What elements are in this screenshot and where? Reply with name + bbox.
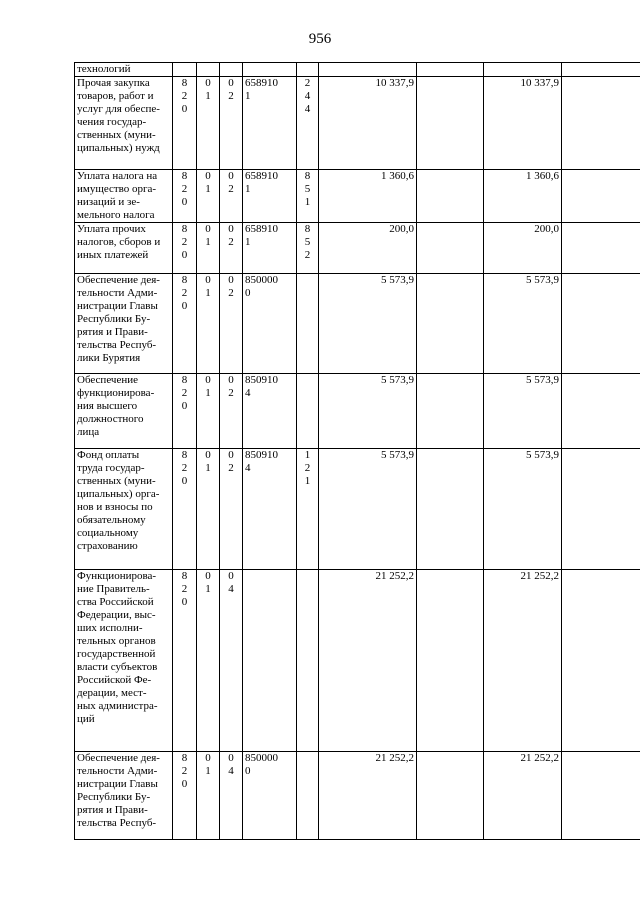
row-name-cell: Уплата налога на имущество орга- низаций и зе- мельного налога	[75, 170, 173, 223]
expense-type-cell	[297, 752, 319, 840]
subsection-code-cell	[220, 63, 243, 77]
amount-col3-cell: 1 360,6	[484, 170, 562, 223]
total-amount-cell: 200,0	[319, 223, 417, 274]
subsection-code-cell: 0 4	[220, 570, 243, 752]
ministry-code-cell: 8 2 0	[173, 274, 197, 374]
expense-type-cell: 8 5 2	[297, 223, 319, 274]
expense-type-cell	[297, 63, 319, 77]
subsection-code-cell: 0 2	[220, 274, 243, 374]
target-article-cell: 850910 4	[243, 449, 297, 570]
amount-col2-cell	[417, 170, 484, 223]
row-name-cell: Уплата прочих налогов, сборов и иных платежей	[75, 223, 173, 274]
amount-col2-cell	[417, 274, 484, 374]
section-code-cell: 0 1	[197, 170, 220, 223]
amount-col3-cell: 21 252,2	[484, 752, 562, 840]
total-amount-cell: 1 360,6	[319, 170, 417, 223]
amount-col3-cell: 200,0	[484, 223, 562, 274]
subsection-code-cell: 0 4	[220, 752, 243, 840]
total-amount-cell: 10 337,9	[319, 77, 417, 170]
table-row	[75, 374, 640, 449]
row-name-cell: Обеспечение функционирова- ния высшего должностного лица	[75, 374, 173, 449]
expense-type-cell: 2 4 4	[297, 77, 319, 170]
ministry-code-cell: 8 2 0	[173, 570, 197, 752]
amount-col2-cell	[417, 223, 484, 274]
amount-col3-cell: 10 337,9	[484, 77, 562, 170]
table-row	[75, 449, 640, 570]
target-article-cell: 658910 1	[243, 77, 297, 170]
amount-col3-cell: 5 573,9	[484, 274, 562, 374]
table-row	[75, 223, 640, 274]
total-amount-cell: 5 573,9	[319, 449, 417, 570]
ministry-code-cell: 8 2 0	[173, 223, 197, 274]
amount-col4-cell	[562, 274, 640, 374]
ministry-code-cell: 8 2 0	[173, 77, 197, 170]
total-amount-cell: 21 252,2	[319, 752, 417, 840]
subsection-code-cell: 0 2	[220, 77, 243, 170]
amount-col3-cell: 21 252,2	[484, 570, 562, 752]
amount-col4-cell	[562, 77, 640, 170]
section-code-cell: 0 1	[197, 274, 220, 374]
amount-col2-cell	[417, 77, 484, 170]
total-amount-cell	[319, 63, 417, 77]
budget-table	[74, 62, 640, 840]
expense-type-cell: 8 5 1	[297, 170, 319, 223]
expense-type-cell: 1 2 1	[297, 449, 319, 570]
total-amount-cell: 5 573,9	[319, 274, 417, 374]
amount-col4-cell	[562, 63, 640, 77]
expense-type-cell	[297, 274, 319, 374]
target-article-cell: 658910 1	[243, 223, 297, 274]
section-code-cell: 0 1	[197, 77, 220, 170]
section-code-cell: 0 1	[197, 374, 220, 449]
table-row	[75, 274, 640, 374]
row-name-cell: Обеспечение дея- тельности Адми- нистрации Главы Республики Бу- рятия и Прави- тельства Респуб-	[75, 752, 173, 840]
amount-col3-cell: 5 573,9	[484, 374, 562, 449]
section-code-cell: 0 1	[197, 223, 220, 274]
row-name-cell: Прочая закупка товаров, работ и услуг для обеспе- чения государ- ственных (муни- ципальных) нужд	[75, 77, 173, 170]
expense-type-cell	[297, 570, 319, 752]
amount-col2-cell	[417, 374, 484, 449]
section-code-cell	[197, 63, 220, 77]
amount-col2-cell	[417, 570, 484, 752]
row-name-cell: технологий	[75, 63, 173, 77]
table-row	[75, 752, 640, 840]
amount-col2-cell	[417, 449, 484, 570]
ministry-code-cell: 8 2 0	[173, 449, 197, 570]
target-article-cell: 850910 4	[243, 374, 297, 449]
ministry-code-cell: 8 2 0	[173, 170, 197, 223]
amount-col3-cell: 5 573,9	[484, 449, 562, 570]
target-article-cell	[243, 570, 297, 752]
amount-col2-cell	[417, 63, 484, 77]
target-article-cell: 658910 1	[243, 170, 297, 223]
table-row	[75, 170, 640, 223]
total-amount-cell: 5 573,9	[319, 374, 417, 449]
subsection-code-cell: 0 2	[220, 223, 243, 274]
row-name-cell: Обеспечение дея- тельности Адми- нистрации Главы Республики Бу- рятия и Прави- тельства Респуб- лики Бурятия	[75, 274, 173, 374]
target-article-cell	[243, 63, 297, 77]
table-row	[75, 63, 640, 77]
amount-col4-cell	[562, 449, 640, 570]
table-row	[75, 77, 640, 170]
ministry-code-cell: 8 2 0	[173, 374, 197, 449]
ministry-code-cell	[173, 63, 197, 77]
section-code-cell: 0 1	[197, 449, 220, 570]
table-body	[75, 63, 640, 840]
expense-type-cell	[297, 374, 319, 449]
table-row	[75, 570, 640, 752]
subsection-code-cell: 0 2	[220, 374, 243, 449]
total-amount-cell: 21 252,2	[319, 570, 417, 752]
amount-col4-cell	[562, 752, 640, 840]
target-article-cell: 850000 0	[243, 274, 297, 374]
row-name-cell: Фонд оплаты труда государ- ственных (муни- ципальных) орга- нов и взносы по обязательному социальному страхованию	[75, 449, 173, 570]
amount-col3-cell	[484, 63, 562, 77]
subsection-code-cell: 0 2	[220, 170, 243, 223]
ministry-code-cell: 8 2 0	[173, 752, 197, 840]
amount-col2-cell	[417, 752, 484, 840]
section-code-cell: 0 1	[197, 570, 220, 752]
amount-col4-cell	[562, 570, 640, 752]
target-article-cell: 850000 0	[243, 752, 297, 840]
row-name-cell: Функционирова- ние Правитель- ства Российской Федерации, выс- ших исполни- тельных органов государственной власти субъектов Российской Фе- дерации, мест- ных администра- ций	[75, 570, 173, 752]
subsection-code-cell: 0 2	[220, 449, 243, 570]
amount-col4-cell	[562, 374, 640, 449]
page-number: 956	[308, 31, 332, 47]
amount-col4-cell	[562, 170, 640, 223]
amount-col4-cell	[562, 223, 640, 274]
section-code-cell: 0 1	[197, 752, 220, 840]
